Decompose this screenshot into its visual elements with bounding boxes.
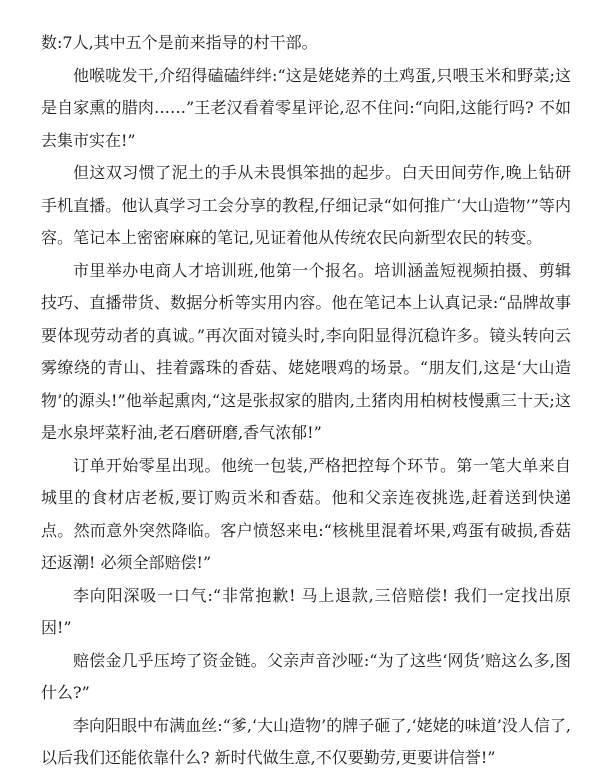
paragraph: 订单开始零星出现。他统一包装,严格把控每个环节。第一笔大单来自城里的食材店老板,要订购贡米和香菇。他和父亲连夜挑选,赶着送到快递点。然而意外突然降临。客户愤怒来电:“核桃里混着坏果,鸡蛋有破损,香菇还返潮! 必须全部赔偿!”: [41, 455, 571, 572]
paragraph: 他喉咙发干,介绍得磕磕绊绊:“这是姥姥养的土鸡蛋,只喂玉米和野菜;这是自家熏的腊肉……”王老汉看着零星评论,忍不住问:“向阳,这能行吗? 不如去集市实在!”: [41, 65, 571, 150]
paragraph: 赔偿金几乎压垮了资金链。父亲声音沙哑:“为了这些‘网货’赔这么多,图什么?”: [41, 650, 571, 702]
paragraph: 李向阳眼中布满血丝:“爹,‘大山造物’的牌子砸了,‘姥姥的味道’没人信了,以后我们还能依靠什么? 新时代做生意,不仅要勤劳,更要讲信誉!”: [41, 715, 571, 767]
paragraph: 市里举办电商人才培训班,他第一个报名。培训涵盖短视频拍摄、剪辑技巧、直播带货、数据分析等实用内容。他在笔记本上认真记录:“品牌故事要体现劳动者的真诚。”再次面对镜头时,李向阳显得沉稳许多。镜头转向云雾缭绕的青山、挂着露珠的香菇、姥姥喂鸡的场景。“朋友们,这是‘大山造物’的源头!”他举起熏肉,“这是张叔家的腊肉,土猪肉用柏树枝慢熏三十天;这是水泉坪菜籽油,老石磨研磨,香气浓郁!”: [41, 260, 571, 442]
paragraph-continuation: 数:7人,其中五个是前来指导的村干部。: [41, 33, 318, 52]
paragraph: 但这双习惯了泥土的手从未畏惧笨拙的起步。白天田间劳作,晚上钻研手机直播。他认真学习工会分享的教程,仔细记录“如何推广‘大山造物’”等内容。笔记本上密密麻麻的笔记,见证着他从传统农民向新型农民的转变。: [41, 163, 571, 247]
paragraph: 李向阳深吸一口气:“非常抱歉! 马上退款,三倍赔偿! 我们一定找出原因!”: [41, 585, 571, 637]
